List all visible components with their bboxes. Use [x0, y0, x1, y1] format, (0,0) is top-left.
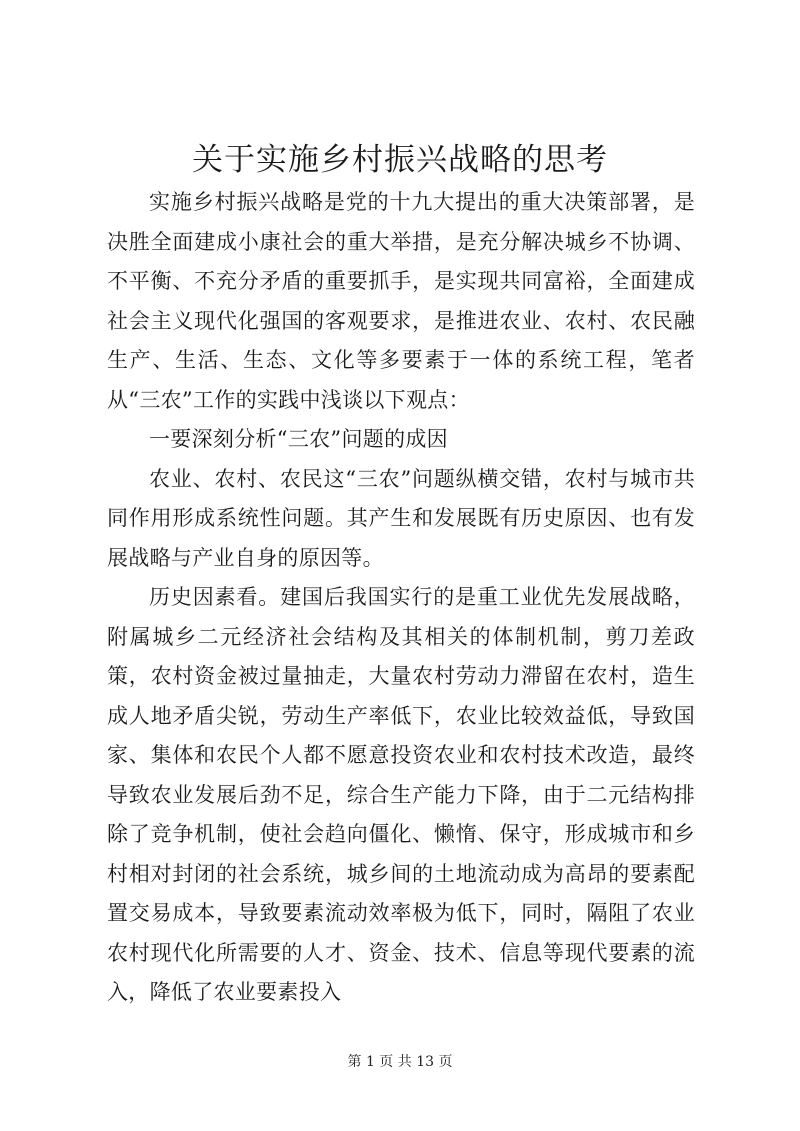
- document-title: 关于实施乡村振兴战略的思考: [192, 142, 608, 178]
- paragraph-intro: 实施乡村振兴战略是党的十九大提出的重大决策部署，是决胜全面建成小康社会的重大举措，是充分解决城乡不协调、不平衡、不充分矛盾的重要抓手，是实现共同富裕，全面建成社会主义现代化强国的客观要求，是推进农业、农村、农民融生产、生活、生态、文化等多要素于一体的系统工程，笔者从“三农”工作的实践中浅谈以下观点：: [107, 190, 695, 412]
- paragraph-history: 历史因素看。建国后我国实行的是重工业优先发展战略，附属城乡二元经济社会结构及其相关的体制机制，剪刀差政策，农村资金被过量抽走，大量农村劳动力滞留在农村，造生成人地矛盾尖锐，劳动生产率低下，农业比较效益低，导致国家、集体和农民个人都不愿意投资农业和农村技术改造，最终导致农业发展后劲不足，综合生产能力下降，由于二元结构排除了竞争机制，使社会趋向僵化、懒惰、保守，形成城市和乡村相对封闭的社会系统，城乡间的土地流动成为高昂的要素配置交易成本，导致要素流动效率极为低下，同时，隔阻了农业农村现代化所需要的人才、资金、技术、信息等现代要素的流入，降低了农业要素投入: [107, 585, 695, 1004]
- paragraph-heading-1: 一要深刻分析“三农”问题的成因: [149, 427, 448, 451]
- document-body: [107, 183, 695, 1013]
- page-footer: 第 1 页 共 13 页: [347, 1054, 453, 1070]
- paragraph-causes: 农业、农村、农民这“三农”问题纵横交错，农村与城市共同作用形成系统性问题。其产生和发展既有历史原因、也有发展战略与产业自身的原因等。: [107, 466, 695, 570]
